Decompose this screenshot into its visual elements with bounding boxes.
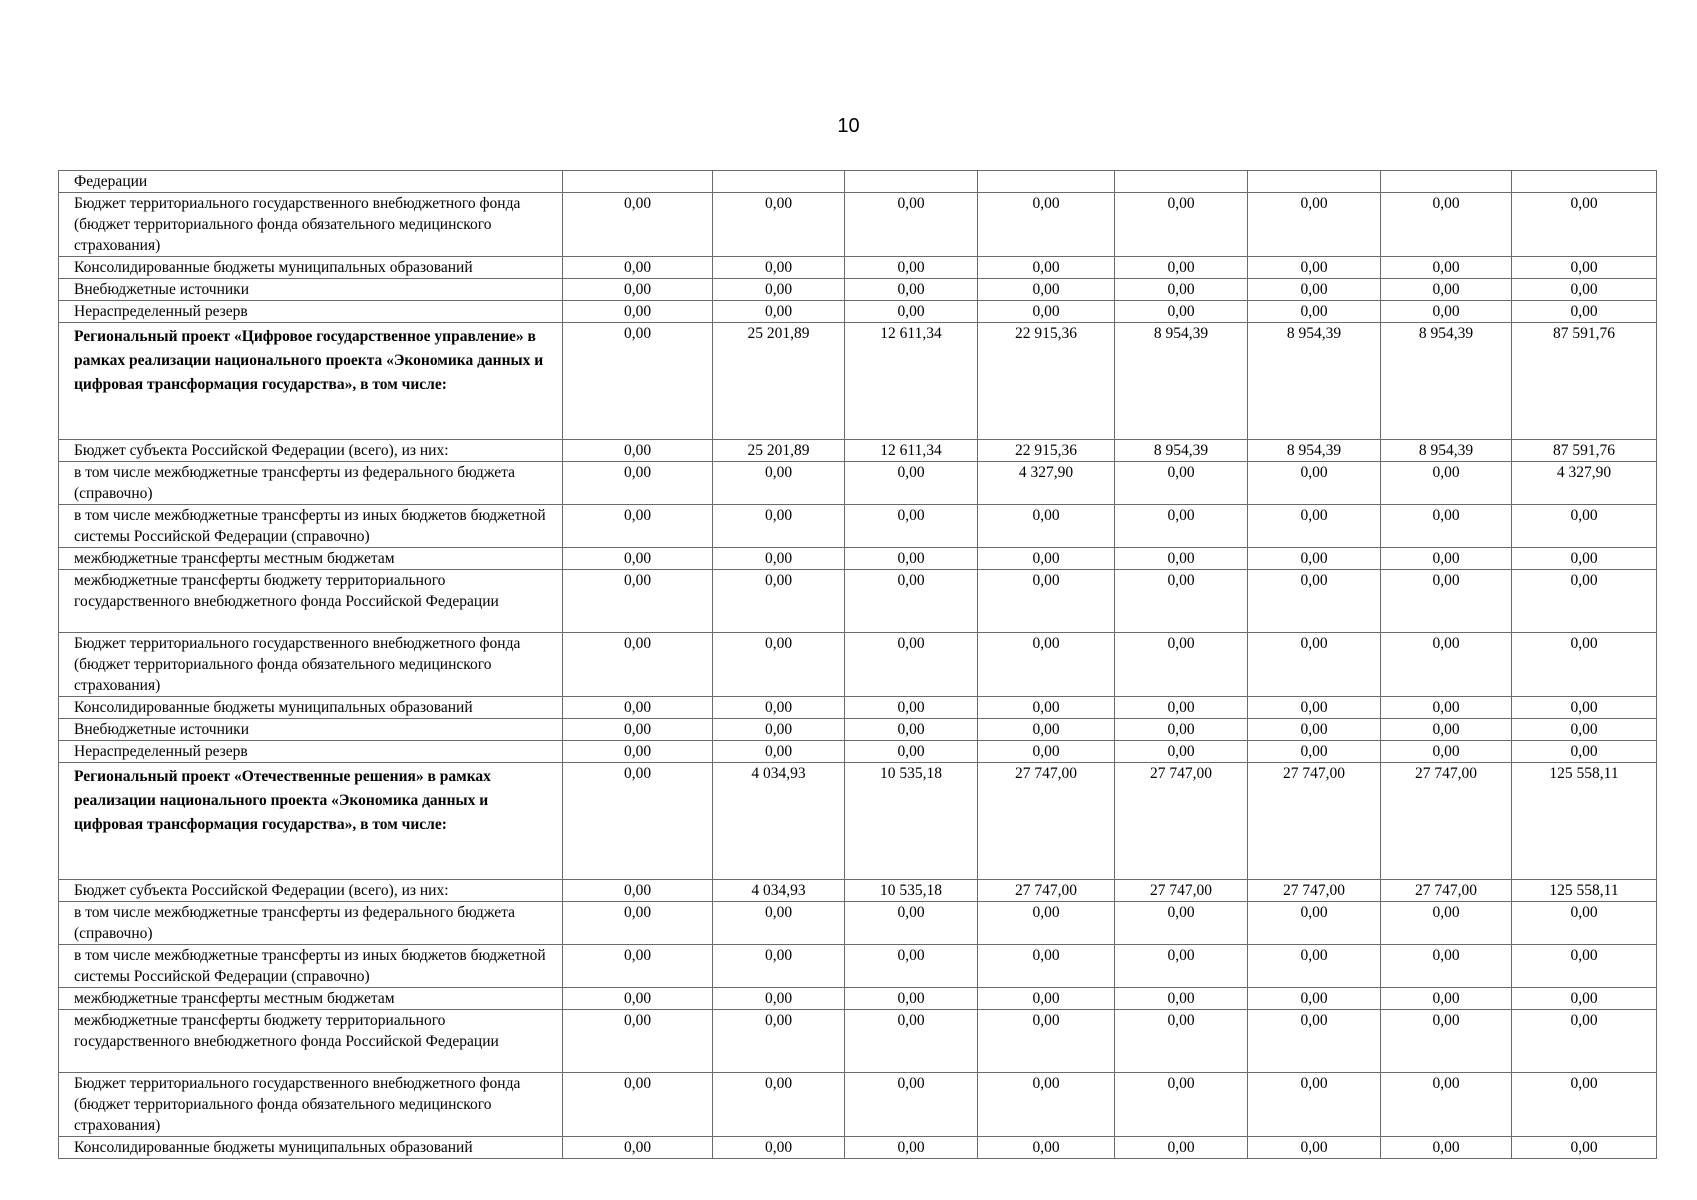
value-cell: 0,00 — [713, 741, 845, 763]
value-cell: 0,00 — [563, 1137, 713, 1159]
value-cell: 0,00 — [1248, 741, 1381, 763]
value-cell: 0,00 — [1512, 193, 1657, 257]
value-cell: 0,00 — [1512, 301, 1657, 323]
value-cell: 8 954,39 — [1115, 440, 1248, 462]
value-cell: 0,00 — [1512, 902, 1657, 945]
value-cell: 0,00 — [978, 1137, 1115, 1159]
value-cell: 0,00 — [713, 697, 845, 719]
value-cell: 0,00 — [978, 902, 1115, 945]
value-cell: 0,00 — [1381, 697, 1512, 719]
value-cell: 0,00 — [563, 570, 713, 633]
value-cell: 0,00 — [713, 548, 845, 570]
value-cell: 0,00 — [1115, 741, 1248, 763]
value-cell: 0,00 — [1381, 902, 1512, 945]
value-cell: 0,00 — [845, 462, 978, 505]
row-label: Нераспределенный резерв — [59, 301, 563, 323]
project-row — [59, 323, 1657, 440]
value-cell: 0,00 — [563, 880, 713, 902]
value-cell: 0,00 — [713, 988, 845, 1010]
value-cell: 0,00 — [845, 902, 978, 945]
value-cell: 4 327,90 — [1512, 462, 1657, 505]
page-number: 10 — [837, 115, 860, 137]
value-cell: 8 954,39 — [1115, 323, 1248, 440]
value-cell: 0,00 — [978, 570, 1115, 633]
table-row — [59, 570, 1657, 633]
value-cell: 0,00 — [845, 548, 978, 570]
table-row — [59, 301, 1657, 323]
value-cell: 0,00 — [978, 301, 1115, 323]
table-row — [59, 741, 1657, 763]
value-cell: 0,00 — [978, 548, 1115, 570]
value-cell: 8 954,39 — [1381, 440, 1512, 462]
value-cell: 0,00 — [845, 719, 978, 741]
value-cell — [1248, 171, 1381, 193]
value-cell: 0,00 — [563, 440, 713, 462]
value-cell: 0,00 — [1248, 301, 1381, 323]
row-label: Бюджет территориального государственного внебюджетного фонда (бюджет территориального фонда обязательного медицинского страхования) — [59, 193, 563, 257]
value-cell: 4 034,93 — [713, 763, 845, 880]
value-cell: 0,00 — [1381, 301, 1512, 323]
value-cell: 0,00 — [978, 945, 1115, 988]
value-cell: 0,00 — [563, 462, 713, 505]
table-row — [59, 193, 1657, 257]
row-label: Бюджет территориального государственного внебюджетного фонда (бюджет территориального фонда обязательного медицинского страхования) — [59, 1073, 563, 1137]
value-cell: 0,00 — [978, 697, 1115, 719]
value-cell: 0,00 — [1115, 1137, 1248, 1159]
value-cell: 0,00 — [1512, 719, 1657, 741]
project-row — [59, 763, 1657, 880]
table-row — [59, 257, 1657, 279]
row-label: в том числе межбюджетные трансферты из иных бюджетов бюджетной системы Российской Федерации (справочно) — [59, 505, 563, 548]
value-cell: 0,00 — [1381, 193, 1512, 257]
value-cell: 0,00 — [713, 1010, 845, 1073]
value-cell: 0,00 — [1115, 719, 1248, 741]
value-cell: 0,00 — [563, 279, 713, 301]
value-cell — [845, 171, 978, 193]
value-cell: 0,00 — [978, 1010, 1115, 1073]
table-row — [59, 440, 1657, 462]
value-cell: 0,00 — [563, 323, 713, 440]
value-cell — [563, 171, 713, 193]
value-cell — [713, 171, 845, 193]
value-cell: 0,00 — [713, 462, 845, 505]
row-label: Бюджет субъекта Российской Федерации (всего), из них: — [59, 880, 563, 902]
table-row — [59, 880, 1657, 902]
value-cell: 0,00 — [1115, 548, 1248, 570]
value-cell: 0,00 — [1381, 505, 1512, 548]
value-cell: 0,00 — [713, 570, 845, 633]
table-row — [59, 1137, 1657, 1159]
value-cell: 0,00 — [845, 741, 978, 763]
value-cell: 27 747,00 — [1248, 880, 1381, 902]
value-cell: 0,00 — [1381, 945, 1512, 988]
value-cell: 8 954,39 — [1248, 323, 1381, 440]
value-cell: 0,00 — [1248, 902, 1381, 945]
table-row — [59, 697, 1657, 719]
value-cell: 0,00 — [1381, 257, 1512, 279]
value-cell: 0,00 — [978, 193, 1115, 257]
value-cell: 0,00 — [1381, 1010, 1512, 1073]
value-cell: 0,00 — [1512, 945, 1657, 988]
value-cell: 0,00 — [1248, 279, 1381, 301]
value-cell: 0,00 — [713, 279, 845, 301]
value-cell: 0,00 — [713, 193, 845, 257]
value-cell: 0,00 — [1381, 719, 1512, 741]
value-cell: 12 611,34 — [845, 323, 978, 440]
value-cell: 0,00 — [845, 279, 978, 301]
value-cell: 0,00 — [563, 193, 713, 257]
value-cell: 0,00 — [713, 257, 845, 279]
value-cell: 8 954,39 — [1248, 440, 1381, 462]
value-cell: 0,00 — [1115, 1010, 1248, 1073]
value-cell: 10 535,18 — [845, 763, 978, 880]
table-row — [59, 633, 1657, 697]
value-cell: 0,00 — [713, 902, 845, 945]
value-cell: 0,00 — [1248, 719, 1381, 741]
value-cell: 0,00 — [713, 301, 845, 323]
value-cell: 0,00 — [563, 697, 713, 719]
value-cell: 0,00 — [1512, 257, 1657, 279]
value-cell: 0,00 — [1248, 633, 1381, 697]
value-cell: 0,00 — [1248, 988, 1381, 1010]
value-cell: 4 327,90 — [978, 462, 1115, 505]
value-cell: 0,00 — [1248, 193, 1381, 257]
value-cell: 0,00 — [1512, 1073, 1657, 1137]
value-cell: 0,00 — [1248, 462, 1381, 505]
value-cell: 0,00 — [1381, 1073, 1512, 1137]
value-cell: 0,00 — [1381, 570, 1512, 633]
value-cell: 87 591,76 — [1512, 440, 1657, 462]
value-cell: 0,00 — [978, 719, 1115, 741]
table-row — [59, 171, 1657, 193]
row-label: Консолидированные бюджеты муниципальных образований — [59, 697, 563, 719]
value-cell: 0,00 — [713, 1073, 845, 1137]
value-cell: 0,00 — [713, 1137, 845, 1159]
value-cell: 0,00 — [1248, 570, 1381, 633]
table-row — [59, 1073, 1657, 1137]
value-cell: 125 558,11 — [1512, 880, 1657, 902]
value-cell: 0,00 — [1512, 570, 1657, 633]
value-cell: 0,00 — [1381, 741, 1512, 763]
value-cell: 0,00 — [563, 719, 713, 741]
value-cell: 87 591,76 — [1512, 323, 1657, 440]
value-cell: 0,00 — [845, 505, 978, 548]
value-cell: 0,00 — [1248, 257, 1381, 279]
value-cell: 0,00 — [563, 988, 713, 1010]
value-cell: 0,00 — [1512, 741, 1657, 763]
value-cell: 0,00 — [713, 719, 845, 741]
value-cell: 0,00 — [563, 257, 713, 279]
value-cell: 0,00 — [563, 301, 713, 323]
table-row — [59, 505, 1657, 548]
value-cell: 0,00 — [1115, 633, 1248, 697]
value-cell: 0,00 — [845, 301, 978, 323]
row-label: в том числе межбюджетные трансферты из федерального бюджета (справочно) — [59, 462, 563, 505]
value-cell: 0,00 — [1115, 902, 1248, 945]
value-cell: 0,00 — [845, 633, 978, 697]
value-cell: 22 915,36 — [978, 440, 1115, 462]
row-label: Консолидированные бюджеты муниципальных образований — [59, 257, 563, 279]
value-cell: 10 535,18 — [845, 880, 978, 902]
value-cell: 0,00 — [563, 548, 713, 570]
value-cell: 0,00 — [1381, 279, 1512, 301]
value-cell: 0,00 — [1381, 988, 1512, 1010]
value-cell: 27 747,00 — [1115, 763, 1248, 880]
value-cell — [1512, 171, 1657, 193]
value-cell: 0,00 — [563, 741, 713, 763]
value-cell — [1381, 171, 1512, 193]
value-cell: 0,00 — [1512, 697, 1657, 719]
value-cell: 0,00 — [1115, 257, 1248, 279]
value-cell: 0,00 — [1115, 697, 1248, 719]
row-label: Региональный проект «Цифровое государственное управление» в рамках реализации национального проекта «Экономика данных и цифровая трансформация государства», в том числе: — [59, 323, 563, 440]
value-cell — [1115, 171, 1248, 193]
value-cell: 4 034,93 — [713, 880, 845, 902]
row-label: Внебюджетные источники — [59, 719, 563, 741]
value-cell: 27 747,00 — [1115, 880, 1248, 902]
value-cell: 0,00 — [978, 279, 1115, 301]
value-cell: 0,00 — [1381, 1137, 1512, 1159]
value-cell: 0,00 — [1248, 1073, 1381, 1137]
value-cell: 0,00 — [1248, 945, 1381, 988]
value-cell: 0,00 — [1115, 193, 1248, 257]
value-cell: 0,00 — [845, 945, 978, 988]
row-label: Федерации — [59, 171, 563, 193]
value-cell: 27 747,00 — [978, 763, 1115, 880]
table-row — [59, 945, 1657, 988]
table-row — [59, 1010, 1657, 1073]
value-cell: 0,00 — [845, 193, 978, 257]
table-row — [59, 548, 1657, 570]
value-cell: 0,00 — [1115, 988, 1248, 1010]
value-cell: 27 747,00 — [978, 880, 1115, 902]
value-cell: 0,00 — [1512, 1137, 1657, 1159]
row-label: Консолидированные бюджеты муниципальных образований — [59, 1137, 563, 1159]
value-cell: 0,00 — [1512, 548, 1657, 570]
value-cell: 0,00 — [1115, 945, 1248, 988]
value-cell: 0,00 — [1512, 505, 1657, 548]
value-cell: 25 201,89 — [713, 323, 845, 440]
value-cell: 0,00 — [845, 257, 978, 279]
row-label: Внебюджетные источники — [59, 279, 563, 301]
value-cell: 0,00 — [713, 633, 845, 697]
value-cell: 0,00 — [845, 1137, 978, 1159]
value-cell: 0,00 — [1512, 988, 1657, 1010]
value-cell: 0,00 — [978, 988, 1115, 1010]
table-row — [59, 279, 1657, 301]
table-body — [59, 171, 1657, 1159]
value-cell: 0,00 — [978, 633, 1115, 697]
value-cell: 0,00 — [563, 505, 713, 548]
value-cell: 0,00 — [1115, 279, 1248, 301]
value-cell: 125 558,11 — [1512, 763, 1657, 880]
row-label: межбюджетные трансферты местным бюджетам — [59, 548, 563, 570]
row-label: Бюджет территориального государственного внебюджетного фонда (бюджет территориального фонда обязательного медицинского страхования) — [59, 633, 563, 697]
value-cell: 0,00 — [563, 945, 713, 988]
value-cell: 12 611,34 — [845, 440, 978, 462]
table-row — [59, 902, 1657, 945]
value-cell: 27 747,00 — [1381, 880, 1512, 902]
budget-table — [58, 170, 1657, 1159]
row-label: межбюджетные трансферты местным бюджетам — [59, 988, 563, 1010]
value-cell: 0,00 — [1115, 570, 1248, 633]
value-cell: 0,00 — [1115, 462, 1248, 505]
value-cell: 0,00 — [845, 1073, 978, 1137]
table-row — [59, 988, 1657, 1010]
value-cell: 0,00 — [1248, 1137, 1381, 1159]
value-cell: 0,00 — [563, 1010, 713, 1073]
value-cell: 0,00 — [563, 633, 713, 697]
value-cell: 0,00 — [845, 988, 978, 1010]
value-cell: 0,00 — [845, 697, 978, 719]
value-cell: 0,00 — [1115, 505, 1248, 548]
value-cell: 0,00 — [978, 1073, 1115, 1137]
row-label: Бюджет субъекта Российской Федерации (всего), из них: — [59, 440, 563, 462]
table-row — [59, 719, 1657, 741]
value-cell — [978, 171, 1115, 193]
table-row — [59, 462, 1657, 505]
value-cell: 0,00 — [1248, 1010, 1381, 1073]
value-cell: 0,00 — [713, 945, 845, 988]
row-label: в том числе межбюджетные трансферты из иных бюджетов бюджетной системы Российской Федерации (справочно) — [59, 945, 563, 988]
value-cell: 0,00 — [1512, 1010, 1657, 1073]
value-cell: 27 747,00 — [1248, 763, 1381, 880]
value-cell: 0,00 — [978, 257, 1115, 279]
value-cell: 25 201,89 — [713, 440, 845, 462]
row-label: в том числе межбюджетные трансферты из федерального бюджета (справочно) — [59, 902, 563, 945]
value-cell: 0,00 — [1512, 279, 1657, 301]
value-cell: 0,00 — [845, 1010, 978, 1073]
value-cell: 0,00 — [1381, 462, 1512, 505]
row-label: межбюджетные трансферты бюджету территориального государственного внебюджетного фонда Российской Федерации — [59, 1010, 563, 1073]
value-cell: 0,00 — [1115, 1073, 1248, 1137]
value-cell: 0,00 — [1512, 633, 1657, 697]
value-cell: 0,00 — [563, 1073, 713, 1137]
value-cell: 22 915,36 — [978, 323, 1115, 440]
value-cell: 0,00 — [563, 763, 713, 880]
value-cell: 0,00 — [1381, 548, 1512, 570]
value-cell: 0,00 — [978, 741, 1115, 763]
value-cell: 8 954,39 — [1381, 323, 1512, 440]
value-cell: 0,00 — [1381, 633, 1512, 697]
value-cell: 0,00 — [713, 505, 845, 548]
value-cell: 0,00 — [1248, 697, 1381, 719]
value-cell: 0,00 — [1115, 301, 1248, 323]
value-cell: 0,00 — [1248, 548, 1381, 570]
row-label: Нераспределенный резерв — [59, 741, 563, 763]
value-cell: 0,00 — [845, 570, 978, 633]
row-label: межбюджетные трансферты бюджету территориального государственного внебюджетного фонда Российской Федерации — [59, 570, 563, 633]
row-label: Региональный проект «Отечественные решения» в рамках реализации национального проекта «Экономика данных и цифровая трансформация государства», в том числе: — [59, 763, 563, 880]
value-cell: 0,00 — [1248, 505, 1381, 548]
value-cell: 0,00 — [563, 902, 713, 945]
value-cell: 27 747,00 — [1381, 763, 1512, 880]
value-cell: 0,00 — [978, 505, 1115, 548]
